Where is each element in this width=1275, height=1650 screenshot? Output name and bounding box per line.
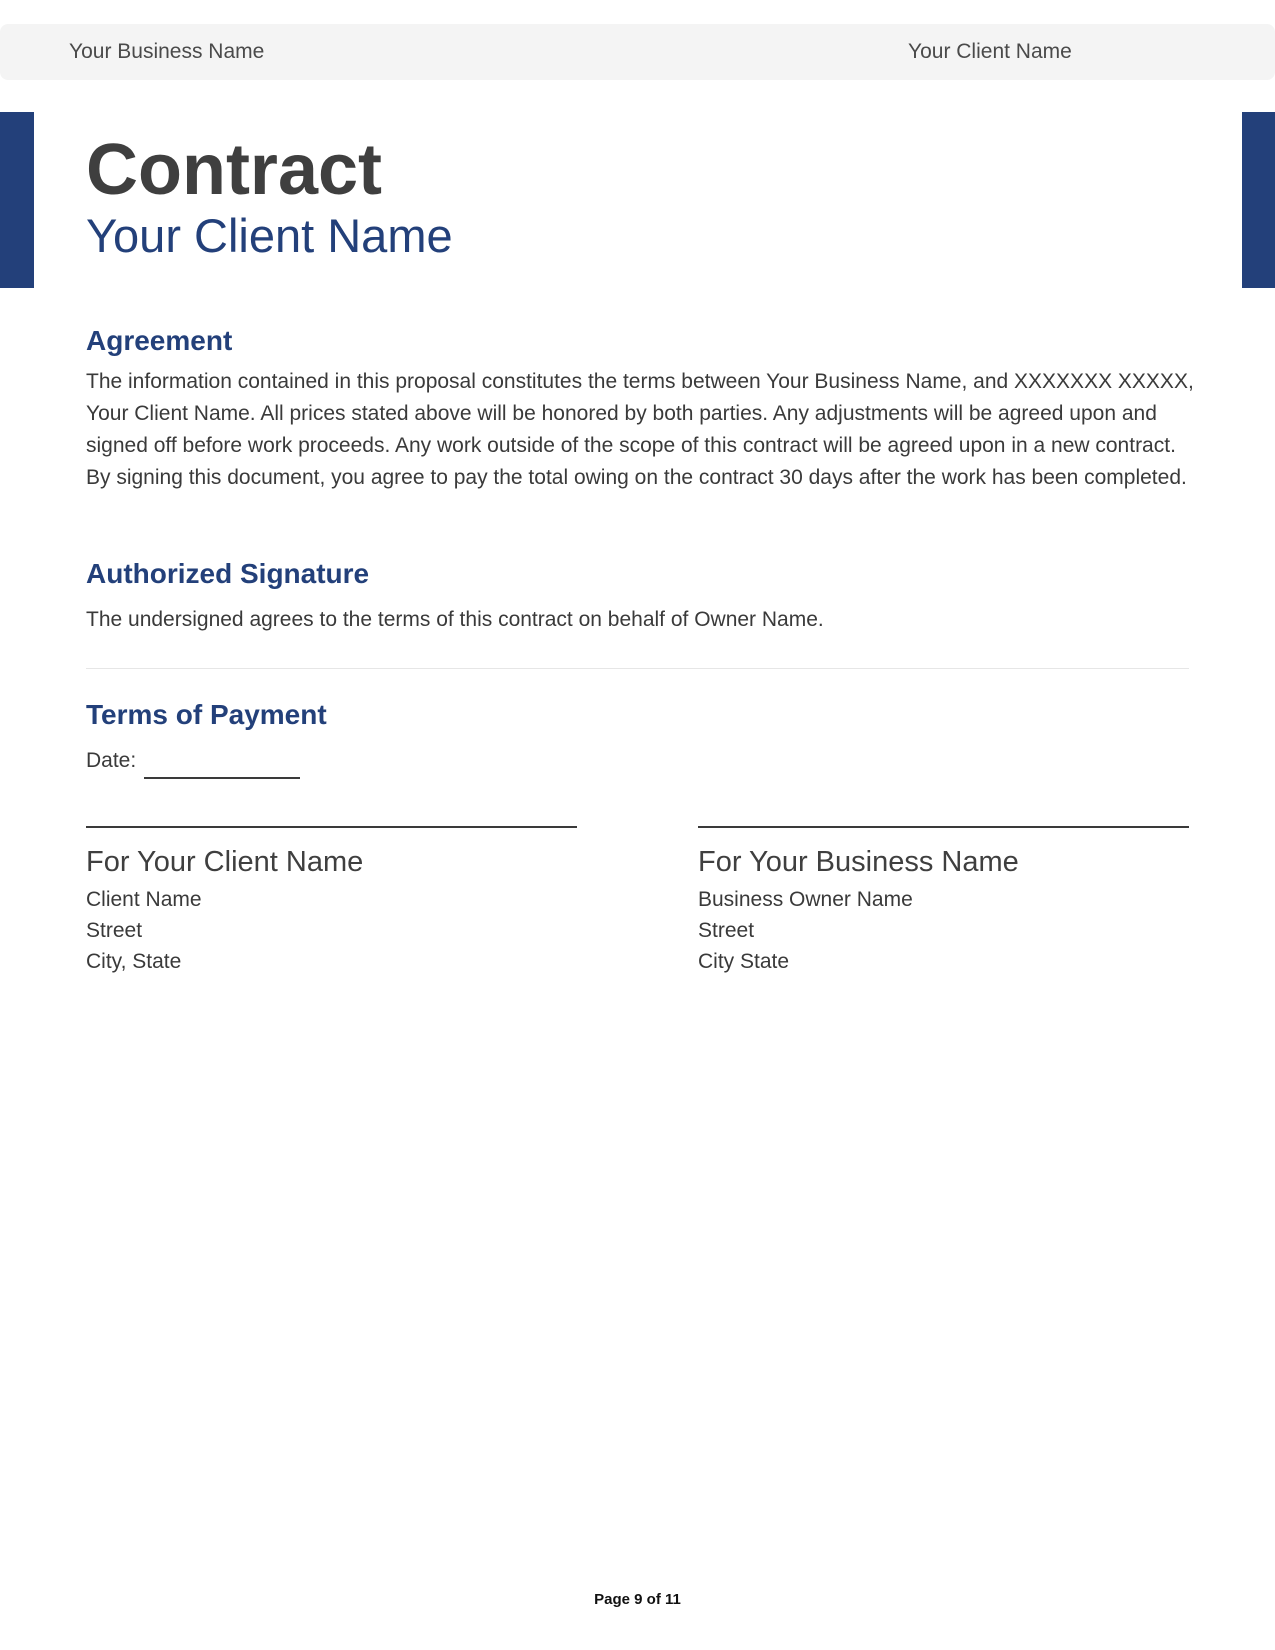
terms-of-payment-heading: Terms of Payment	[86, 699, 327, 730]
agreement-heading: Agreement	[86, 325, 233, 356]
business-signature-heading: For Your Business Name	[698, 846, 1019, 878]
document-subtitle: Your Client Name	[86, 209, 453, 262]
agreement-text: The information contained in this proposal constitutes the terms between Your Business Name, and XXXXXXX XXXXX, Your Client Name. All prices stated above will be honored by both parties. Any adjustments will be agreed upon and signed off before work proceeds. Any work outside of the scope of this contract will be agreed upon in a new contract. By signing this document, you agree to pay the total owing on the contract 30 days after the work has been completed.	[86, 370, 1194, 489]
business-city: City State	[698, 950, 790, 973]
page-number: Page 9 of 11	[594, 1591, 681, 1608]
left-accent-bar	[0, 112, 34, 288]
authorized-signature-text: The undersigned agrees to the terms of this contract on behalf of Owner Name.	[86, 608, 824, 631]
header-client-name: Your Client Name	[908, 40, 1072, 63]
client-city: City, State	[86, 950, 182, 973]
document-title: Contract	[86, 130, 383, 210]
client-signature-line[interactable]	[86, 826, 577, 828]
client-signature-heading: For Your Client Name	[86, 846, 364, 878]
client-name: Client Name	[86, 888, 202, 911]
client-street: Street	[86, 919, 143, 942]
business-street: Street	[698, 919, 755, 942]
business-owner-name: Business Owner Name	[698, 888, 913, 911]
date-label: Date:	[86, 749, 137, 772]
authorized-signature-heading: Authorized Signature	[86, 558, 370, 589]
header-business-name: Your Business Name	[69, 40, 265, 63]
section-divider	[86, 668, 1189, 669]
business-signature-block	[698, 842, 1189, 977]
business-signature-line[interactable]	[698, 826, 1189, 828]
date-signature-line[interactable]	[144, 777, 300, 779]
right-accent-bar	[1242, 112, 1275, 288]
client-signature-block	[86, 842, 577, 977]
